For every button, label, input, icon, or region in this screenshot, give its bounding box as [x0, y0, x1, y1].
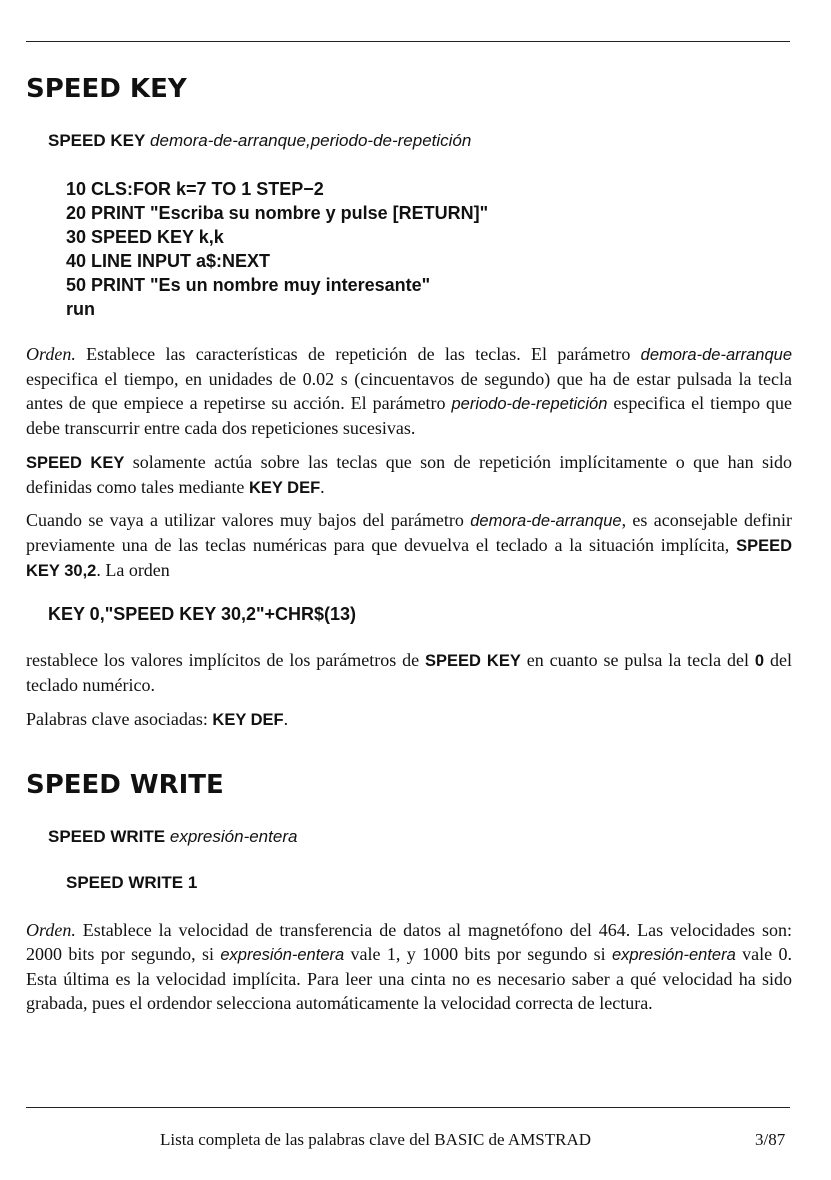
text: Palabras clave asociadas: [26, 709, 213, 729]
code-line: 20 PRINT "Escriba su nombre y pulse [RETURN]" [66, 203, 489, 223]
code-line: 10 CLS:FOR k=7 TO 1 STEP−2 [66, 179, 324, 199]
param-ref: expresión-entera [611, 946, 736, 964]
text: solamente actúa sobre las teclas que son de repetición implícitamente o que han sido definidas como tales mediante [26, 452, 792, 497]
text: Establece la velocidad de transferencia de datos al magnetófono del 464. Las velocidades son: 2000 bits por segundo, si [26, 920, 792, 964]
param-ref: demora-de-arranque [640, 346, 792, 364]
speed-key-advice [26, 508, 792, 583]
text: . [320, 477, 325, 497]
syntax-params: expresión-entera [169, 827, 298, 846]
syntax-keyword: SPEED WRITE [48, 827, 166, 846]
lead-word: Orden. [26, 920, 76, 940]
text: vale 1, y 1000 bits por segundo si [344, 944, 612, 964]
key-def-example [48, 602, 356, 626]
text: , es aconsejable definir previamente una de las teclas numéricas para que devuelva el teclado a la situación implícita, [26, 510, 792, 555]
param-ref: demora-de-arranque [470, 512, 622, 530]
code-line: SPEED WRITE 1 [66, 873, 198, 892]
speed-write-description [26, 918, 792, 1015]
section-title-speed-write: SPEED WRITE [26, 770, 224, 800]
keyword-ref: KEY DEF [212, 711, 284, 729]
param-ref: periodo-de-repetición [451, 395, 608, 413]
code-line: run [66, 299, 95, 319]
code-line: 40 LINE INPUT a$:NEXT [66, 251, 271, 271]
speed-write-syntax [48, 827, 297, 847]
bottom-rule [26, 1107, 790, 1108]
text: . [283, 709, 289, 729]
footer-title: Lista completa de las palabras clave del BASIC de AMSTRAD [160, 1130, 592, 1149]
text: Cuando se vaya a utilizar valores muy bajos del parámetro [26, 510, 471, 530]
keyword-ref: SPEED KEY [425, 652, 521, 670]
section-title-speed-key: SPEED KEY [26, 74, 187, 104]
text: especifica el tiempo que debe transcurrir entre cada dos repeticiones sucesivas. [26, 393, 792, 438]
page-number: 3/87 [755, 1130, 786, 1149]
syntax-params: demora-de-arranque,periodo-de-repetición [150, 131, 472, 150]
lead-word: Orden. [26, 344, 76, 364]
keyword-ref: 0 [754, 652, 765, 670]
speed-key-restore [26, 648, 792, 697]
keyword-ref: SPEED KEY 30,2 [26, 537, 792, 580]
text: Establece las características de repetición de las teclas. El parámetro [75, 344, 641, 364]
text: especifica el tiempo, en unidades de 0.02 s (cincuentavos de segundo) que ha de estar pulsada la tecla antes de que empiece a repetirse su acción. El parámetro [26, 369, 792, 413]
code-line: 50 PRINT "Es un nombre muy interesante" [66, 275, 431, 295]
text: en cuanto se pulsa la tecla del [520, 650, 755, 670]
speed-key-syntax [48, 131, 471, 151]
speed-write-example [66, 871, 197, 895]
syntax-keyword: SPEED KEY [48, 131, 146, 150]
param-ref: expresión-entera [220, 946, 345, 964]
keyword-ref: KEY DEF [248, 479, 321, 497]
code-line: 30 SPEED KEY k,k [66, 227, 224, 247]
text: del teclado numérico. [26, 650, 792, 695]
top-rule [26, 41, 790, 42]
code-line: KEY 0,"SPEED KEY 30,2"+CHR$(13) [48, 604, 357, 624]
speed-key-example [66, 177, 488, 321]
keyword-ref: SPEED KEY [26, 454, 125, 472]
speed-key-related [26, 707, 792, 732]
text: . La orden [96, 560, 170, 580]
text: restablece los valores implícitos de los parámetros de [26, 650, 426, 670]
speed-key-scope [26, 450, 792, 500]
text: vale 0. Esta última es la velocidad implícita. Para leer una cinta no es necesario saber a qué velocidad ha sido grabada, pues el ordendor selecciona automáticamente la velocidad correcta de lectura. [26, 944, 792, 1013]
speed-key-description [26, 342, 792, 440]
